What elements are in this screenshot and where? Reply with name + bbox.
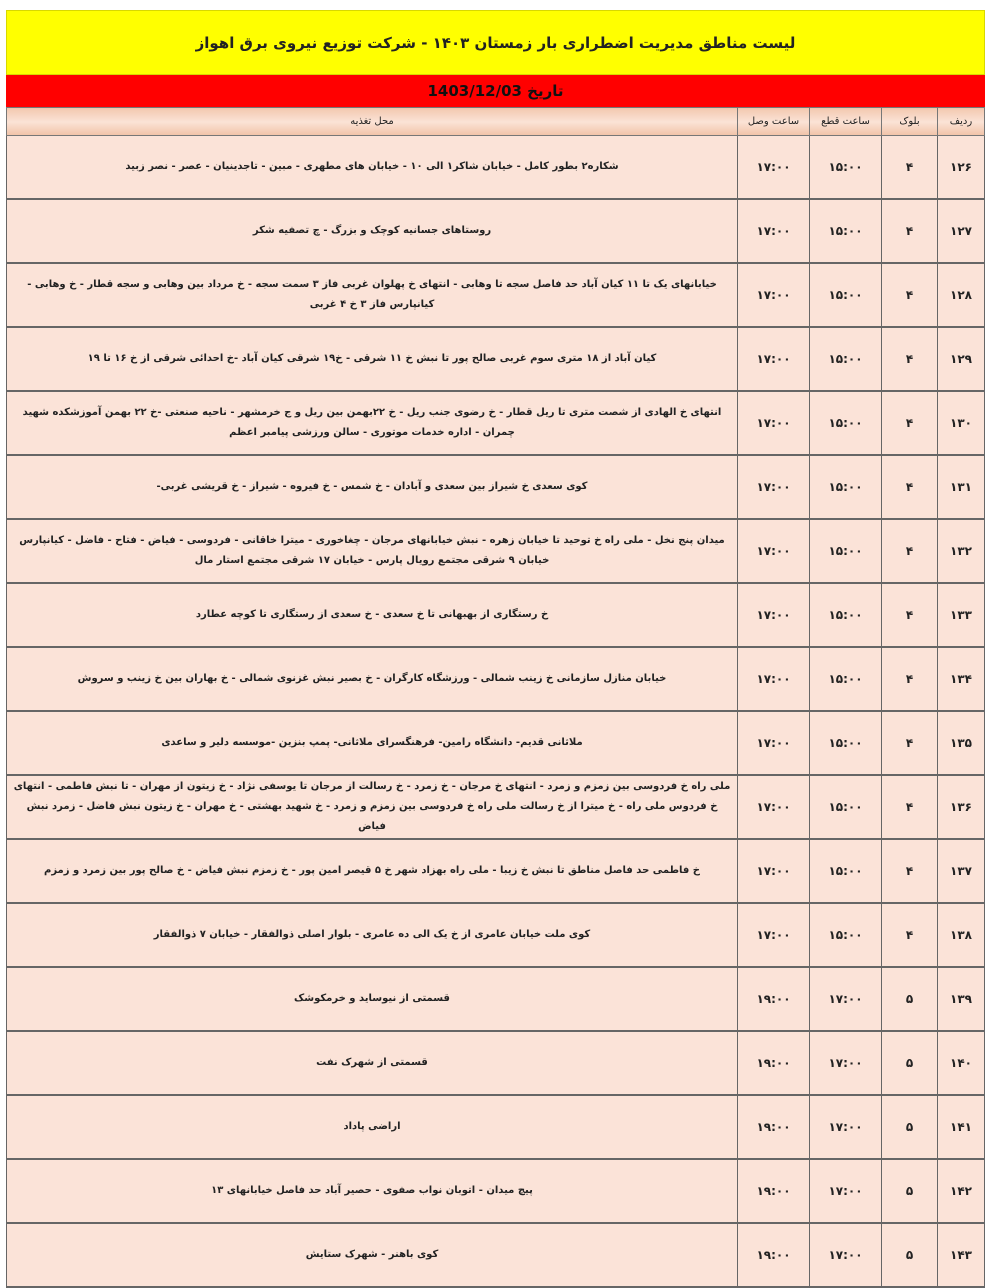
connect-time-cell: ۱۷:۰۰ (738, 263, 810, 327)
row-number-cell: ۱۴۲ (938, 1159, 985, 1223)
block-cell: ۴ (882, 263, 938, 327)
row-number-cell: ۱۲۹ (938, 327, 985, 391)
connect-time-cell: ۱۷:۰۰ (738, 519, 810, 583)
cut-time-cell: ۱۵:۰۰ (810, 327, 882, 391)
connect-time-cell: ۱۹:۰۰ (738, 1159, 810, 1223)
document (6, 10, 985, 1288)
row-number-cell: ۱۳۴ (938, 647, 985, 711)
cut-time-cell: ۱۵:۰۰ (810, 391, 882, 455)
header-row-number: ردیف (938, 108, 985, 136)
connect-time-cell: ۱۷:۰۰ (738, 583, 810, 647)
connect-time-cell: ۱۷:۰۰ (738, 647, 810, 711)
header-location: محل تغذیه (7, 108, 738, 136)
table-row (7, 263, 985, 327)
connect-time-cell: ۱۹:۰۰ (738, 1095, 810, 1159)
location-cell: کیان آباد از ۱۸ متری سوم غربی صالح پور تا نبش خ ۱۱ شرقی - خ۱۹ شرقی کیان آباد -خ احدائی شرقی از خ ۱۶ تا ۱۹ (7, 327, 738, 391)
block-cell: ۴ (882, 583, 938, 647)
cut-time-cell: ۱۵:۰۰ (810, 455, 882, 519)
table-row (7, 1031, 985, 1095)
location-cell: روستاهای جسانیه کوچک و بزرگ - چ تصفیه شکر (7, 199, 738, 263)
row-number-cell: ۱۳۹ (938, 967, 985, 1031)
location-cell: انتهای خ الهادی از شصت متری تا ریل قطار - خ رضوی جنب ریل - خ ۲۲بهمن بین ریل و ج خرمشهر - ناحیه صنعتی -خ ۲۲ بهمن آموزشکده شهید چمران - اداره خدمات موتوری - سالن ورزشی پیامبر اعظم (7, 391, 738, 455)
row-number-cell: ۱۲۸ (938, 263, 985, 327)
table-row (7, 199, 985, 263)
cut-time-cell: ۱۵:۰۰ (810, 199, 882, 263)
table-row (7, 519, 985, 583)
row-number-cell: ۱۳۳ (938, 583, 985, 647)
row-number-cell: ۱۳۰ (938, 391, 985, 455)
table-row (7, 327, 985, 391)
block-cell: ۴ (882, 711, 938, 775)
connect-time-cell: ۱۷:۰۰ (738, 391, 810, 455)
block-cell: ۴ (882, 775, 938, 839)
location-cell: خ رستگاری از بهبهانی تا خ سعدی - خ سعدی از رستگاری تا کوچه عطارد (7, 583, 738, 647)
row-number-cell: ۱۳۱ (938, 455, 985, 519)
location-cell: قسمتی از شهرک نفت (7, 1031, 738, 1095)
block-cell: ۴ (882, 903, 938, 967)
cut-time-cell: ۱۷:۰۰ (810, 1095, 882, 1159)
cut-time-cell: ۱۵:۰۰ (810, 583, 882, 647)
row-number-cell: ۱۴۳ (938, 1223, 985, 1287)
connect-time-cell: ۱۹:۰۰ (738, 967, 810, 1031)
table-row (7, 711, 985, 775)
location-cell: کوی ملت خیابان عامری از خ یک الی ده عامری - بلوار اصلی ذوالفقار - خیابان ۷ ذوالفقار (7, 903, 738, 967)
block-cell: ۵ (882, 967, 938, 1031)
block-cell: ۴ (882, 455, 938, 519)
table-row (7, 775, 985, 839)
cut-time-cell: ۱۵:۰۰ (810, 839, 882, 903)
table-header-row (7, 108, 985, 136)
table-row (7, 967, 985, 1031)
connect-time-cell: ۱۷:۰۰ (738, 711, 810, 775)
row-number-cell: ۱۴۱ (938, 1095, 985, 1159)
block-cell: ۵ (882, 1095, 938, 1159)
cut-time-cell: ۱۵:۰۰ (810, 903, 882, 967)
row-number-cell: ۱۳۷ (938, 839, 985, 903)
table-row (7, 1159, 985, 1223)
connect-time-cell: ۱۹:۰۰ (738, 1223, 810, 1287)
connect-time-cell: ۱۷:۰۰ (738, 136, 810, 200)
cut-time-cell: ۱۷:۰۰ (810, 967, 882, 1031)
location-cell: اراضی پاداد (7, 1095, 738, 1159)
connect-time-cell: ۱۷:۰۰ (738, 839, 810, 903)
block-cell: ۴ (882, 391, 938, 455)
block-cell: ۴ (882, 327, 938, 391)
block-cell: ۴ (882, 199, 938, 263)
block-cell: ۵ (882, 1031, 938, 1095)
block-cell: ۴ (882, 839, 938, 903)
connect-time-cell: ۱۷:۰۰ (738, 327, 810, 391)
cut-time-cell: ۱۵:۰۰ (810, 647, 882, 711)
date-banner: تاریخ 1403/12/03 (6, 75, 985, 107)
cut-time-cell: ۱۵:۰۰ (810, 263, 882, 327)
location-cell: کوی سعدی خ شیراز بین سعدی و آبادان - خ شمس - خ فیروه - شیراز - خ قریشی غربی- (7, 455, 738, 519)
location-cell: خ فاطمی حد فاصل مناطق تا نبش خ زیبا - ملی راه بهزاد شهر خ ۵ قیصر امین پور - خ زمزم نبش فیاض - خ صالح پور بین زمرد و زمزم (7, 839, 738, 903)
block-cell: ۴ (882, 647, 938, 711)
row-number-cell: ۱۲۶ (938, 136, 985, 200)
cut-time-cell: ۱۷:۰۰ (810, 1159, 882, 1223)
cut-time-cell: ۱۵:۰۰ (810, 136, 882, 200)
location-cell: خیابانهای یک تا ۱۱ کیان آباد حد فاصل سجه تا وهابی - انتهای خ پهلوان غربی فاز ۳ سمت سجه - خ مرداد بین وهابی و سجه قطار - خ وهابی - کیانپارس فاز ۳ خ ۴ غربی (7, 263, 738, 327)
location-cell: ملاثانی قدیم- دانشگاه رامین- فرهنگسرای ملاثانی- پمپ بنزین -موسسه دلیر و ساعدی (7, 711, 738, 775)
cut-time-cell: ۱۵:۰۰ (810, 711, 882, 775)
location-cell: پیچ میدان - اتوبان نواب صفوی - حصیر آباد حد فاصل خیابانهای ۱۳ (7, 1159, 738, 1223)
block-cell: ۵ (882, 1159, 938, 1223)
connect-time-cell: ۱۷:۰۰ (738, 199, 810, 263)
row-number-cell: ۱۳۵ (938, 711, 985, 775)
table-row (7, 839, 985, 903)
table-row (7, 1095, 985, 1159)
table-row (7, 903, 985, 967)
location-cell: قسمتی از نیوساید و خرمکوشک (7, 967, 738, 1031)
document-title: لیست مناطق مدیریت اضطراری بار زمستان ۱۴۰۳ - شرکت توزیع نیروی برق اهواز (6, 10, 985, 75)
cut-time-cell: ۱۷:۰۰ (810, 1031, 882, 1095)
row-number-cell: ۱۳۸ (938, 903, 985, 967)
cut-time-cell: ۱۵:۰۰ (810, 519, 882, 583)
cut-time-cell: ۱۷:۰۰ (810, 1223, 882, 1287)
cut-time-cell: ۱۵:۰۰ (810, 775, 882, 839)
connect-time-cell: ۱۷:۰۰ (738, 903, 810, 967)
location-cell: خیابان منازل سازمانی خ زینب شمالی - ورزشگاه کارگران - خ بصیر نبش غزنوی شمالی - خ بهاران بین خ زینب و سروش (7, 647, 738, 711)
location-cell: کوی باهنر - شهرک ستایش (7, 1223, 738, 1287)
connect-time-cell: ۱۷:۰۰ (738, 455, 810, 519)
table-row (7, 136, 985, 200)
block-cell: ۵ (882, 1223, 938, 1287)
location-cell: میدان پنج نخل - ملی راه خ توحید تا خیابان زهره - نبش خیابانهای مرجان - چغاخوری - میترا خاقانی - فردوسی - فیاض - فتاح - فاضل - کیانپارس خیابان ۹ شرقی مجتمع رویال پارس - خیابان ۱۷ شرقی مجتمع استار مال (7, 519, 738, 583)
table-row (7, 583, 985, 647)
location-cell: شکاره۲ بطور کامل - خیابان شاکر۱ الی ۱۰ - خیابان های مطهری - مبین - تاجدینیان - عصر - نصر زبید (7, 136, 738, 200)
row-number-cell: ۱۴۰ (938, 1031, 985, 1095)
table-row (7, 391, 985, 455)
table-row (7, 647, 985, 711)
row-number-cell: ۱۳۲ (938, 519, 985, 583)
connect-time-cell: ۱۹:۰۰ (738, 1031, 810, 1095)
block-cell: ۴ (882, 519, 938, 583)
header-cut-time: ساعت قطع (810, 108, 882, 136)
location-cell: ملی راه خ فردوسی بین زمزم و زمرد - انتهای خ مرجان - خ زمرد - خ رسالت از مرجان تا یوسفی نژاد - خ زیتون از مهران - تا نبش فاطمی - انتهای خ فردوس ملی راه - خ میترا از خ رسالت ملی راه خ فردوسی بین زمزم و زمرد - خ شهید بهشتی - خ مهران - خ زیتون نبش فاضل - زمرد نبش فیاض (7, 775, 738, 839)
block-cell: ۴ (882, 136, 938, 200)
table-row (7, 1223, 985, 1287)
header-block: بلوک (882, 108, 938, 136)
row-number-cell: ۱۲۷ (938, 199, 985, 263)
table-row (7, 455, 985, 519)
row-number-cell: ۱۳۶ (938, 775, 985, 839)
header-connect-time: ساعت وصل (738, 108, 810, 136)
outage-table (6, 107, 985, 1288)
connect-time-cell: ۱۷:۰۰ (738, 775, 810, 839)
